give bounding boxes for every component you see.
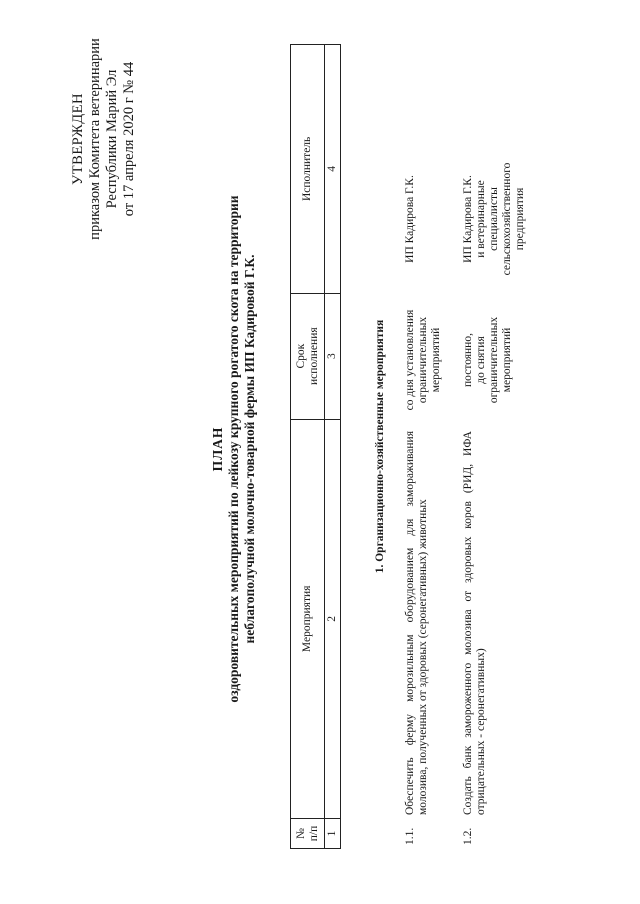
plan-table-header [290,44,341,849]
header-executor: Исполнитель [291,45,325,294]
section-title: 1. Организационно-хозяйственные мероприятия [374,319,386,574]
header-row [291,45,325,849]
row-activity: Обеспечить ферму морозильным оборудованием для замораживания молозива, полученных от здоровых (серонегативных) животных [404,431,429,815]
row-number: 1.2. [462,827,474,845]
approval-title: УТВЕРЖДЕН [70,93,86,185]
approval-line-2: Республики Марий Эл [104,69,120,209]
approval-line-1: приказом Комитета ветеринарии [87,38,103,240]
row-executor: ИП Кадирова Г.К. [404,175,416,263]
column-number: 4 [325,45,341,294]
plan-title-line-1: оздоровительных мероприятий по лейкозу крупного рогатого скота на территории [226,195,241,703]
row-activity: Создать банк замороженного молозива от здоровых коров (РИД, ИФА отрицательных - серонегативных) [462,431,487,815]
approval-stamp [70,24,138,254]
column-number: 3 [325,293,341,419]
column-number: 2 [325,419,341,818]
approval-line-3: от 17 апреля 2020 г № 44 [121,61,137,217]
header-activities: Мероприятия [291,419,325,818]
plan-title-line-2: неблагополучной молочно-товарной фермы ИП Кадировой Г.К. [242,254,257,644]
plan-title [210,149,258,749]
column-number-row [325,45,341,849]
row-term: постоянно, до снятия ограничительных мероприятий [462,316,513,404]
row-executor: ИП Кадирова Г.К. и ветеринарные специалисты сельскохозяйственного предприятия [462,162,526,276]
header-term: Срок исполнения [291,293,325,419]
plan-heading: ПЛАН [210,426,225,472]
column-number: 1 [325,819,341,849]
row-number: 1.1. [404,827,416,845]
header-number: № п/п [291,819,325,849]
row-term: со дня установления ограничительных мероприятий [404,309,442,411]
